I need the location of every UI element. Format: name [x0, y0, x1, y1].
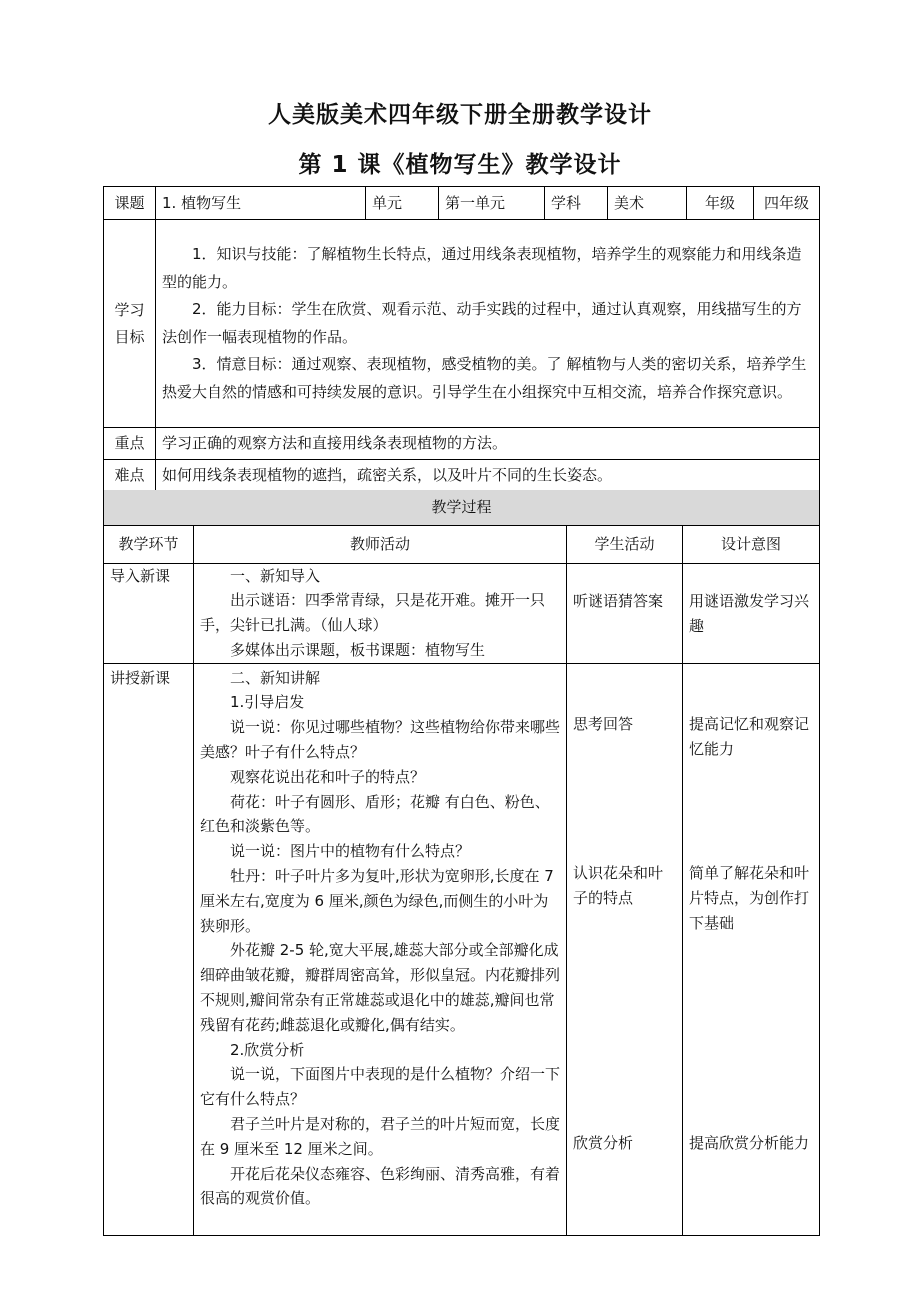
teacher-text: 开花后花朵仪态雍容、色彩绚丽、清秀高雅，有着很高的观赏价值。	[200, 1164, 561, 1208]
teacher-text: 荷花：叶子有圆形、盾形；花瓣 有白色、粉色、红色和淡紫色等。	[200, 792, 550, 836]
goals-row	[104, 220, 820, 428]
column-header: 教学环节	[104, 525, 194, 563]
student-activity-cell	[567, 563, 683, 663]
intent-text: 用谜语激发学习兴趣	[689, 591, 810, 635]
teaching-process-table	[103, 490, 820, 1236]
teacher-text: 牡丹：叶子叶片多为复叶,形状为宽卵形,长度在 7 厘米左右,宽度为 6 厘米,颜色为绿色,而侧生的小叶为狭卵形。	[200, 867, 554, 935]
document-title: 人美版美术四年级下册全册教学设计	[268, 102, 652, 128]
intent-text: 提高记忆和观察记忆能力	[689, 714, 810, 758]
key-value: 学习正确的观察方法和直接用线条表现植物的方法。	[156, 428, 820, 460]
teacher-text: 外花瓣 2-5 轮,宽大平展,雄蕊大部分或全部瓣化成细碎曲皱花瓣，瓣群周密高耸，形似皇冠。内花瓣排列不规则,瓣间常杂有正常雄蕊或退化中的雄蕊,瓣间也常残留有花药;雌蕊退化或瓣化,偶有结实。	[200, 941, 561, 1034]
teacher-activity-cell	[194, 663, 567, 1235]
teacher-text: 2.欣赏分析	[230, 1040, 305, 1059]
teacher-text: 君子兰叶片是对称的，君子兰的叶片短而宽，长度在 9 厘米至 12 厘米之间。	[200, 1115, 561, 1158]
subject-value: 美术	[608, 187, 687, 220]
process-band-title: 教学过程	[104, 490, 820, 525]
key-row	[104, 428, 820, 460]
student-text: 思考回答	[573, 714, 634, 733]
student-text: 认识花朵和叶子的特点	[573, 863, 664, 907]
teacher-text: 二、新知讲解	[230, 668, 321, 687]
lesson-subtitle: 第 1 课《植物写生》教学设计	[298, 152, 622, 178]
grade-label: 年级	[687, 187, 754, 220]
info-row	[104, 187, 820, 220]
key-label: 重点	[104, 428, 156, 460]
goals-label: 学习 目标	[104, 220, 156, 428]
column-header: 设计意图	[683, 525, 820, 563]
teacher-text: 多媒体出示课题，板书课题：植物写生	[230, 640, 486, 659]
grade-value: 四年级	[754, 187, 820, 220]
difficulty-row	[104, 460, 820, 491]
stage-label: 讲授新课	[110, 668, 171, 687]
design-intent-cell	[683, 663, 820, 1235]
process-row-new	[104, 663, 820, 1235]
intent-text: 提高欣赏分析能力	[689, 1133, 810, 1152]
lesson-info-table	[103, 186, 820, 491]
goals-cell	[156, 220, 820, 428]
teacher-text: 说一说：你见过哪些植物？这些植物给你带来哪些美感？叶子有什么特点？	[200, 718, 561, 762]
design-intent-cell	[683, 563, 820, 663]
goal-item: 2．能力目标：学生在欣赏、观看示范、动手实践的过程中，通过认真观察，用线描写生的方法创作一幅表现植物的作品。	[162, 300, 802, 346]
difficulty-value: 如何用线条表现植物的遮挡，疏密关系，以及叶片不同的生长姿态。	[156, 460, 820, 491]
teacher-text: 1.引导启发	[230, 693, 305, 712]
goal-item: 3．情意目标：通过观察、表现植物，感受植物的美。了 解植物与人类的密切关系，培养学生热爱大自然的情感和可持续发展的意识。引导学生在小组探究中互相交流，培养合作探究意识。	[162, 355, 807, 401]
topic-value: 1. 植物写生	[156, 187, 366, 220]
column-header: 学生活动	[567, 525, 683, 563]
column-header: 教师活动	[194, 525, 567, 563]
intent-text: 简单了解花朵和叶片特点，为创作打下基础	[689, 863, 810, 932]
unit-label: 单元	[366, 187, 439, 220]
teacher-text: 一、新知导入	[230, 566, 321, 585]
teacher-text: 说一说：图片中的植物有什么特点？	[230, 842, 471, 861]
teacher-text: 说一说，下面图片中表现的是什么植物？介绍一下它有什么特点？	[200, 1065, 561, 1109]
difficulty-label: 难点	[104, 460, 156, 491]
teacher-text: 观察花说出花和叶子的特点？	[230, 767, 426, 786]
stage-cell	[104, 663, 194, 1235]
student-text: 听谜语猜答案	[573, 591, 664, 610]
topic-label: 课题	[104, 187, 156, 220]
student-activity-cell	[567, 663, 683, 1235]
process-row-intro	[104, 563, 820, 663]
student-text: 欣赏分析	[573, 1133, 634, 1152]
stage-cell	[104, 563, 194, 663]
subject-label: 学科	[545, 187, 608, 220]
teacher-activity-cell	[194, 563, 567, 663]
column-header-row	[104, 525, 820, 563]
unit-value: 第一单元	[439, 187, 545, 220]
teacher-text: 出示谜语：四季常青绿，只是花开难。摊开一只手，尖针已扎满。（仙人球）	[200, 591, 546, 635]
process-band-row	[104, 490, 820, 525]
stage-label: 导入新课	[110, 566, 171, 585]
goal-item: 1．知识与技能：了解植物生长特点，通过用线条表现植物，培养学生的观察能力和用线条造型的能力。	[162, 245, 802, 291]
